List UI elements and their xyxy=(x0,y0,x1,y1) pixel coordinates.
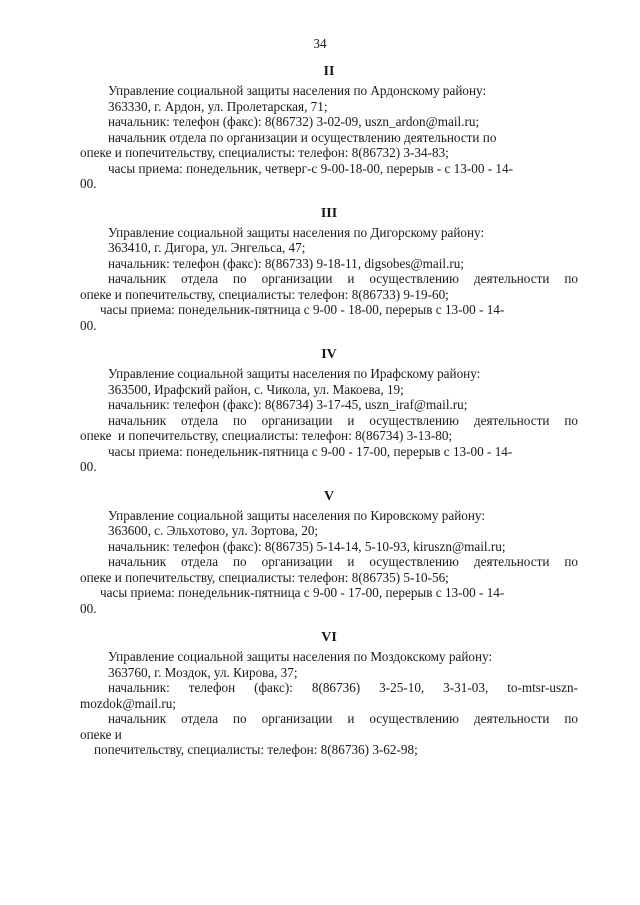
section-title: Управление социальной защиты населения по Ирафскому району: xyxy=(108,366,481,381)
hours-line: часы приема: понедельник-пятница с 9-00 - 17-00, перерыв с 13-00 - 14- xyxy=(108,443,513,459)
section-kirov xyxy=(80,489,578,617)
head-contact-line-continued: mozdok@mail.ru; xyxy=(80,695,177,711)
section-address: 363330, г. Ардон, ул. Пролетарская, 71; xyxy=(108,98,328,114)
dept-line: начальник отдела по организации и осуществлению деятельности по xyxy=(108,711,578,726)
section-title: Управление социальной защиты населения по Дигорскому району: xyxy=(108,224,485,240)
page-number: 34 xyxy=(313,36,327,51)
section-heading: III xyxy=(320,205,338,221)
head-contact-line: начальник: телефон (факс): 8(86733) 9-18-11, digsobes@mail.ru; xyxy=(108,255,465,271)
section-title: Управление социальной защиты населения по Кировскому району: xyxy=(108,507,485,523)
hours-line: часы приема: понедельник-пятница с 9-00 - 17-00, перерыв с 13-00 - 14- xyxy=(100,585,505,600)
dept-line-continued: опеке и попечительству, специалисты: телефон: 8(86732) 3-34-83; xyxy=(80,145,449,160)
section-heading: IV xyxy=(321,347,337,362)
section-heading: VI xyxy=(321,630,337,645)
section-address: 363500, Ирафский район, с. Чикола, ул. Макоева, 19; xyxy=(108,381,404,397)
hours-line-continued: 00. xyxy=(80,317,97,333)
hours-line-continued: 00. xyxy=(80,176,97,191)
dept-line: начальник отдела по организации и осуществлению деятельности по xyxy=(108,271,578,286)
section-heading: II xyxy=(323,64,335,79)
section-iraf xyxy=(80,347,578,475)
dept-line: начальник отдела по организации и осуществлению деятельности по xyxy=(108,412,578,428)
dept-line-continued: опеке и попечительству, специалисты: телефон: 8(86735) 5-10-56; xyxy=(80,569,449,585)
head-contact-line: начальник: телефон (факс): 8(86734) 3-17-45, uszn_iraf@mail.ru; xyxy=(108,397,468,412)
hours-line-continued: 00. xyxy=(80,600,97,616)
section-title: Управление социальной защиты населения по Ардонскому району: xyxy=(108,83,487,98)
dept-line-continued: опеке и попечительству, специалисты: телефон: 8(86734) 3-13-80; xyxy=(80,428,453,443)
section-mozdok xyxy=(80,630,578,758)
hours-line: часы приема: понедельник-пятница с 9-00 - 18-00, перерыв с 13-00 - 14- xyxy=(100,302,505,317)
hours-line-continued: 00. xyxy=(80,459,97,474)
section-digora xyxy=(80,206,578,334)
section-address: 363410, г. Дигора, ул. Энгельса, 47; xyxy=(108,240,306,255)
dept-line-continued-2: попечительству, специалисты: телефон: 8(86736) 3-62-98; xyxy=(94,742,418,757)
dept-line-continued: опеке и попечительству, специалисты: телефон: 8(86733) 9-19-60; xyxy=(80,286,449,302)
section-ardon xyxy=(80,64,578,192)
section-title: Управление социальной защиты населения по Моздокскому району: xyxy=(108,649,493,664)
dept-line: начальник отдела по организации и осуществлению деятельности по xyxy=(108,129,497,145)
document-body xyxy=(80,64,578,772)
head-contact-line: начальник: телефон (факс): 8(86735) 5-14-14, 5-10-93, kiruszn@mail.ru; xyxy=(108,538,506,554)
hours-line: часы приема: понедельник, четверг-с 9-00-18-00, перерыв - с 13-00 - 14- xyxy=(108,160,514,176)
head-contact-line: начальник: телефон (факс): 8(86736) 3-25-10, 3-31-03, to-mtsr-uszn- xyxy=(108,680,578,695)
section-heading: V xyxy=(323,488,335,504)
dept-line: начальник отдела по организации и осуществлению деятельности по xyxy=(108,554,578,569)
head-contact-line: начальник: телефон (факс): 8(86732) 3-02-09, uszn_ardon@mail.ru; xyxy=(108,114,480,129)
section-address: 363760, г. Моздок, ул. Кирова, 37; xyxy=(108,664,298,680)
dept-line-continued: опеке и xyxy=(80,726,122,742)
section-address: 363600, с. Эльхотово, ул. Зортова, 20; xyxy=(108,523,319,538)
